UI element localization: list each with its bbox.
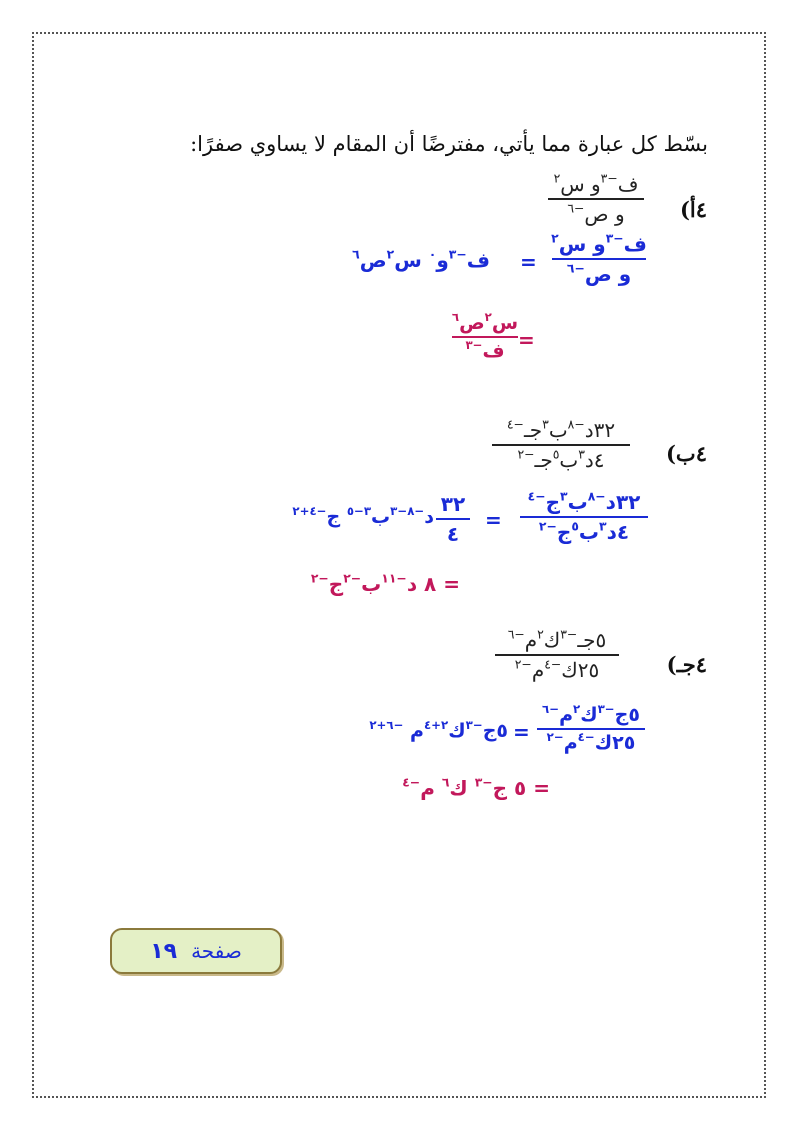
step1-rhs-4c: ٥ج$^{-٣}$ك$^{٢+٤}$م $^{-٦+٢}$	[369, 717, 508, 742]
step1-coefficient-fraction-4b: ٣٢ ٤	[436, 492, 470, 546]
step1-equals-4a: =	[520, 250, 537, 274]
problem-label-4a: ٤أ)	[679, 197, 707, 222]
step2-result-4b: = ٨ د$^{-١١}$ب$^{-٢}$ج$^{-٢}$	[310, 570, 460, 596]
problem-label-4c: ٤جـ)	[666, 652, 707, 677]
step2-result-4c: = ٥ ج$^{-٣}$ ك$^٦$ م$^{-٤}$	[402, 774, 550, 800]
step1-lhs-fraction-4a: ف$^{-٣}$و س$^٢$ و ص$^{-٦}$	[551, 230, 647, 286]
problem-label-4b: ٤ب)	[666, 441, 707, 466]
step2-equals-4a: =	[518, 328, 535, 352]
question-fraction-4b: ٣٢د$^{-٨}$ب$^٣$جـ$^{-٤}$ ٤د$^٣$ب$^٥$جـ$^{-٢}$	[492, 418, 630, 472]
instruction-text: بسّط كل عبارة مما يأتي، مفترضًا أن المقام لا يساوي صفرًا:	[190, 132, 708, 156]
step1-lhs-fraction-4b: ٣٢د$^{-٨}$ب$^٣$ج$^{-٤}$ ٤د$^٣$ب$^٥$ج$^{-٢}$	[520, 490, 648, 544]
question-fraction-4a: ف$^{-٣}$و س$^٢$ و ص$^{-٦}$	[548, 172, 644, 226]
step1-equals-4b: =	[485, 508, 502, 532]
page-word: صفحة	[191, 939, 242, 963]
page-number: ١٩	[150, 938, 178, 964]
step1-rhs-4a: ف$^{-٣}$و$^٠$ س$^٢$ص$^٦$	[352, 246, 490, 272]
step1-rhs-4b: د$^{-٨-٣}$ب$^{٣-٥}$ ج$^{-٤+٢}$	[292, 503, 434, 528]
step1-equals-4c: =	[513, 720, 530, 744]
page-number-badge	[110, 928, 282, 974]
step2-fraction-4a: س$^٢$ص$^٦$ ف$^{-٣}$	[451, 309, 519, 362]
question-fraction-4c: ٥جـ$^{-٣}$ك$^٢$م$^{-٦}$ ٢٥ك$^{-٤}$م$^{-٢}$	[495, 628, 619, 682]
step1-lhs-fraction-4c: ٥ج$^{-٣}$ك$^٢$م$^{-٦}$ ٢٥ك$^{-٤}$م$^{-٢}$	[537, 704, 645, 754]
